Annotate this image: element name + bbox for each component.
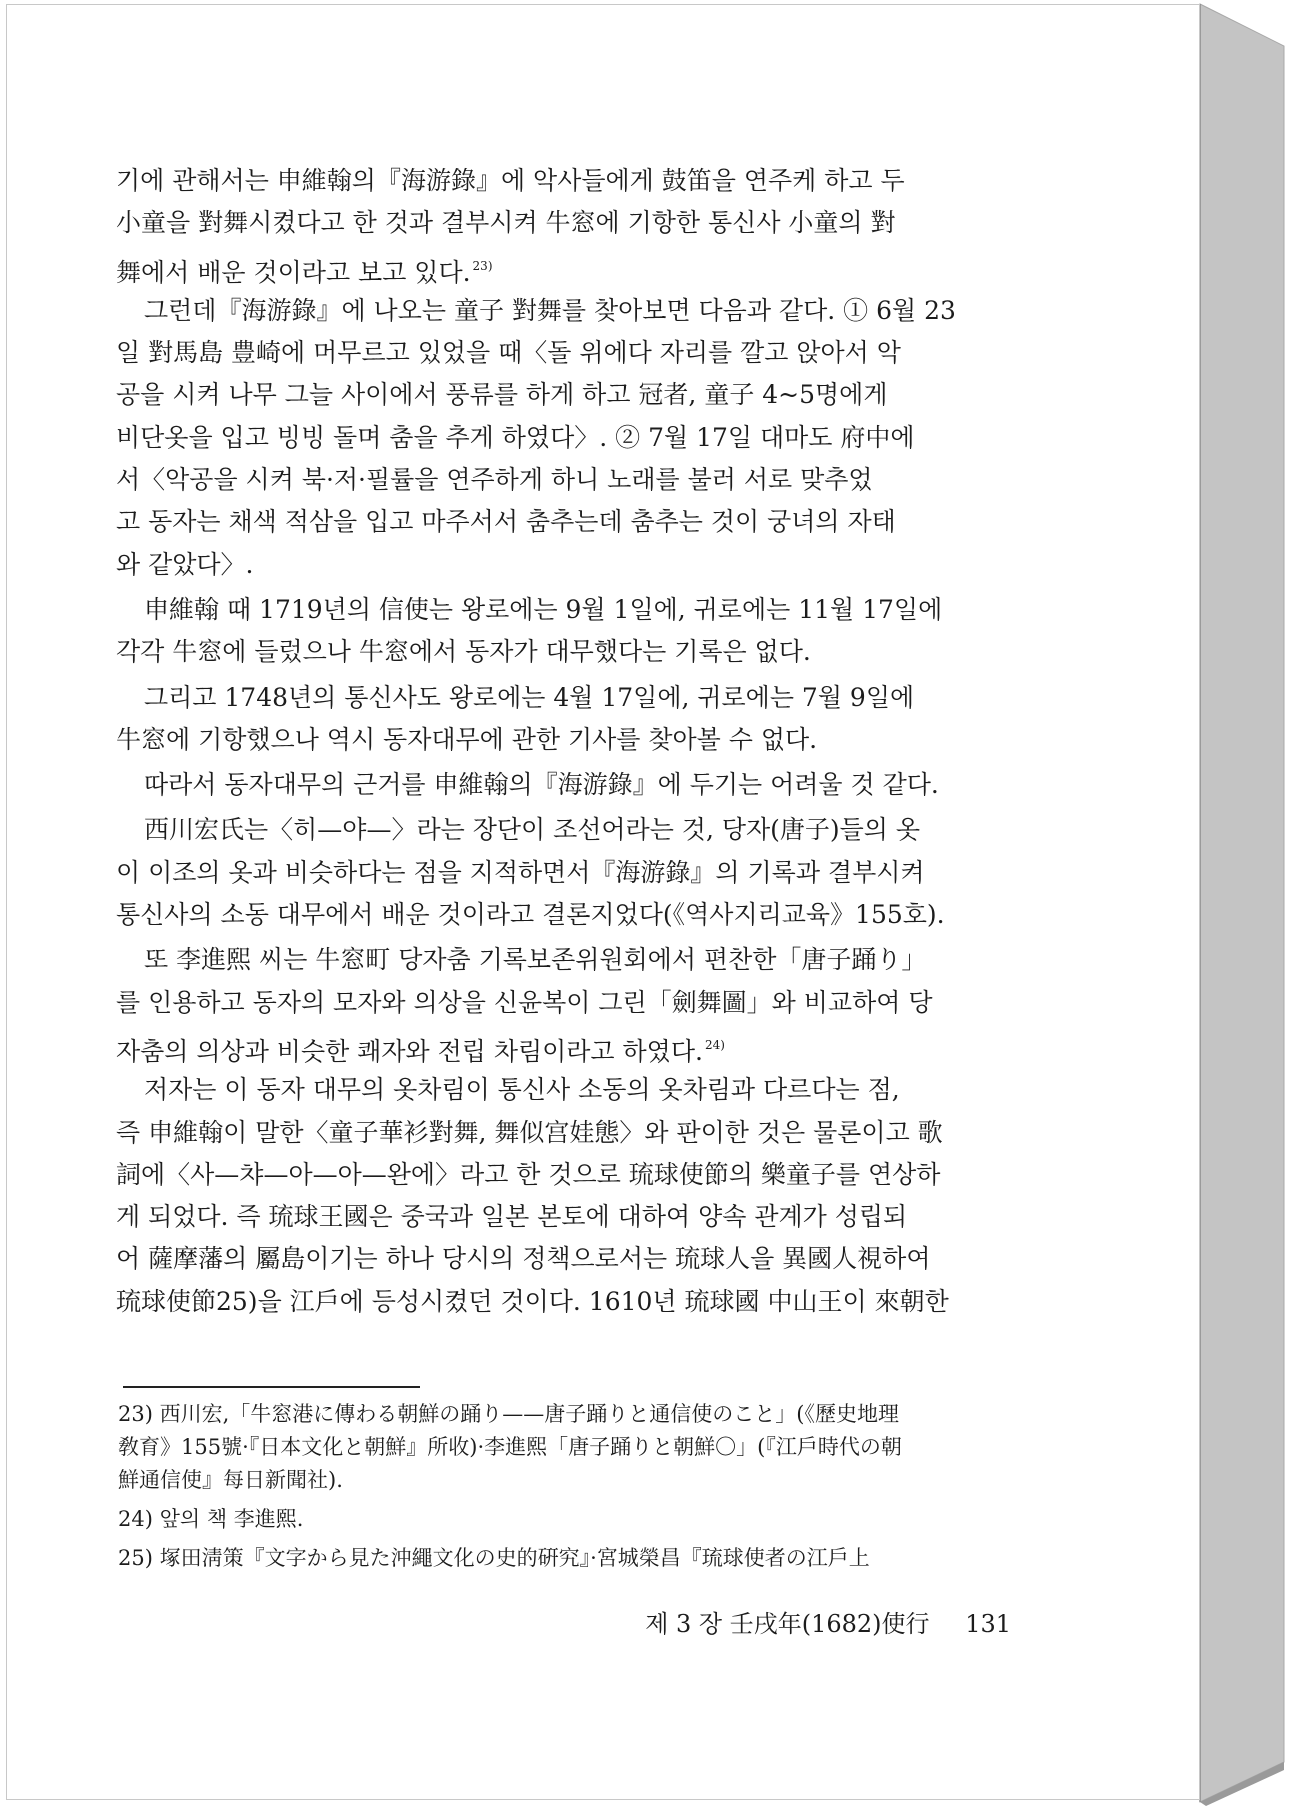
line-text: 고 동자는 채색 적삼을 입고 마주서서 춤추는데 춤추는 것이 궁녀의 자태 (116, 507, 896, 537)
paragraph (116, 1069, 1043, 1323)
paragraph (116, 160, 1043, 287)
text-line (116, 245, 1043, 287)
footnote-reference: 23) (472, 258, 493, 273)
paragraph (116, 809, 1043, 936)
paragraph (116, 290, 1043, 586)
text-line (116, 1281, 1043, 1323)
line-text: 를 인용하고 동자의 모자와 의상을 신윤복이 그린「劍舞圖」와 비교하여 당 (116, 987, 933, 1017)
line-text: 통신사의 소동 대무에서 배운 것이라고 결론지었다(《역사지리교육》155호). (116, 900, 945, 930)
line-text: 또 李進熙 씨는 牛窓町 당자춤 기록보존위원회에서 편찬한「唐子踊り」 (144, 945, 927, 975)
text-line (116, 202, 1043, 244)
text-line (116, 982, 1043, 1024)
line-text: 공을 시켜 나무 그늘 사이에서 풍류를 하게 하고 冠者, 童子 4~5명에게 (116, 380, 888, 410)
line-text: 詞에〈사—챠—아—아—완에〉라고 한 것으로 琉球使節의 樂童子를 연상하 (116, 1159, 941, 1189)
line-text: 저자는 이 동자 대무의 옷차림이 통신사 소동의 옷차림과 다르다는 점, (144, 1075, 900, 1105)
line-text: 즉 申維翰이 말한〈童子華衫對舞, 舞似宫娃態〉와 판이한 것은 물론이고 歌 (116, 1117, 943, 1147)
text-line (116, 589, 1043, 631)
text-line (116, 332, 1043, 374)
text-line (116, 852, 1043, 894)
footnote-line: 敎育》155號·『日本文化と朝鮮』所收)·李進熙「唐子踊りと朝鮮〇」(『江戶時代の朝 (118, 1435, 902, 1459)
text-line (116, 1024, 1043, 1066)
line-text: 각각 牛窓에 들렀으나 牛窓에서 동자가 대무했다는 기록은 없다. (116, 637, 811, 667)
line-text: 小童을 對舞시켰다고 한 것과 결부시켜 牛窓에 기항한 통신사 小童의 對 (116, 208, 896, 238)
chapter-title: 壬戌年(1682)使行 (729, 1610, 930, 1638)
text-line (116, 809, 1043, 851)
line-text: 일 對馬島 豊崎에 머무르고 있었을 때〈돌 위에다 자리를 깔고 앉아서 악 (116, 338, 901, 368)
text-line (116, 631, 1043, 673)
footnote-line: 25) 塚田淸策『文字から見た沖繩文化の史的硏究』·宮城榮昌『琉球使者の江戶上 (118, 1546, 870, 1570)
chapter-label: 제 3 장 (645, 1610, 723, 1638)
running-footer (645, 1604, 1011, 1639)
footnote-line: 24) 앞의 책 李進熙. (118, 1507, 304, 1531)
line-text: 따라서 동자대무의 근거를 申維翰의『海游錄』에 두기는 어려울 것 같다. (144, 770, 939, 800)
text-line (116, 501, 1043, 543)
line-text: 西川宏氏는〈히—야—〉라는 장단이 조선어라는 것, 당자(唐子)들의 옷 (144, 815, 921, 845)
line-text: 자춤의 의상과 비슷한 쾌자와 전립 차림이라고 하였다. (116, 1036, 703, 1066)
text-line (116, 417, 1043, 459)
line-text: 琉球使節25)을 江戶에 등성시켰던 것이다. 1610년 琉球國 中山王이 來朝한 (116, 1286, 949, 1316)
paragraph (116, 677, 1043, 762)
line-text: 그리고 1748년의 통신사도 왕로에는 4월 17일에, 귀로에는 7월 9일에 (144, 682, 915, 712)
footnote-line: 23) 西川宏,「牛窓港に傳わる朝鮮の踊り——唐子踊りと通信使のこと」(《歷史地理 (118, 1402, 899, 1426)
line-text: 와 같았다〉. (116, 549, 254, 579)
text-line (116, 290, 1043, 332)
paragraph (116, 589, 1043, 674)
text-line (116, 160, 1043, 202)
line-text: 이 이조의 옷과 비슷하다는 점을 지적하면서『海游錄』의 기록과 결부시켜 (116, 857, 925, 887)
text-line (116, 1196, 1043, 1238)
line-text: 게 되었다. 즉 琉球王國은 중국과 일본 본토에 대하여 양속 관계가 성립되 (116, 1202, 908, 1232)
line-text: 어 薩摩藩의 屬島이기는 하나 당시의 정책으로서는 琉球人을 異國人視하여 (116, 1244, 931, 1274)
line-text: 기에 관해서는 申維翰의『海游錄』에 악사들에게 鼓笛을 연주케 하고 두 (116, 166, 905, 195)
text-line (116, 764, 1043, 806)
text-line (116, 374, 1043, 416)
text-line (116, 1112, 1043, 1154)
line-text: 그런데『海游錄』에 나오는 童子 對舞를 찾아보면 다음과 같다. ① 6월 23 (144, 295, 956, 325)
text-line (116, 1238, 1043, 1280)
line-text: 申維翰 때 1719년의 信使는 왕로에는 9월 1일에, 귀로에는 11월 17일에 (144, 594, 943, 624)
text-line (116, 459, 1043, 501)
text-line (116, 677, 1043, 719)
footnote-rule (123, 1386, 420, 1388)
text-line (116, 1154, 1043, 1196)
line-text: 서〈악공을 시켜 북·저·필률을 연주하게 하니 노래를 불러 서로 맞추었 (116, 465, 873, 495)
text-line (116, 894, 1043, 936)
paragraph (116, 764, 1043, 806)
line-text: 舞에서 배운 것이라고 보고 있다. (116, 257, 471, 287)
footnotes (118, 1398, 1043, 1575)
page-number: 131 (965, 1610, 1011, 1638)
text-line (116, 544, 1043, 586)
text-line (116, 939, 1043, 981)
text-line (116, 1069, 1043, 1111)
footnote-reference: 24) (704, 1037, 725, 1052)
line-text: 비단옷을 입고 빙빙 돌며 춤을 추게 하였다〉. ② 7월 17일 대마도 府中에 (116, 422, 915, 452)
text-line (116, 719, 1043, 761)
footnote-line: 鮮通信使』每日新聞社). (118, 1468, 343, 1492)
body-text (116, 160, 1043, 1323)
paragraph (116, 939, 1043, 1066)
line-text: 牛窓에 기항했으나 역시 동자대무에 관한 기사를 찾아볼 수 없다. (116, 724, 818, 754)
